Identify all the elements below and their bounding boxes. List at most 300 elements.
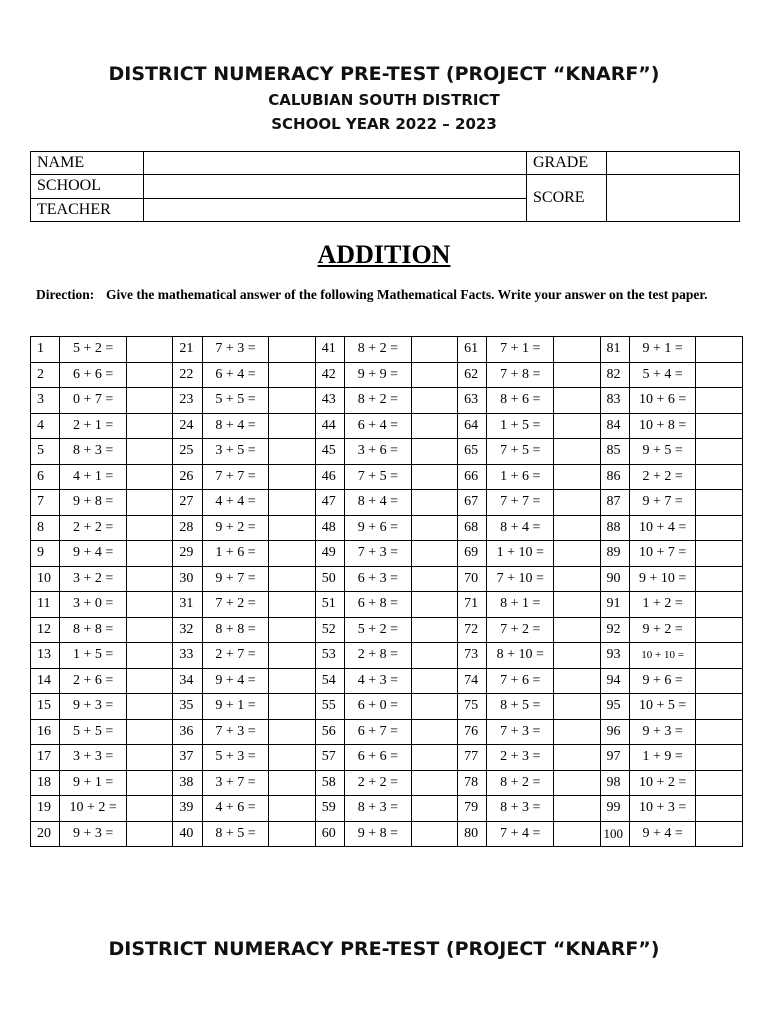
answer-cell[interactable]: [696, 668, 743, 694]
answer-cell[interactable]: [269, 362, 315, 388]
problem-cell: 4 + 4 =: [202, 490, 269, 516]
answer-cell[interactable]: [269, 770, 315, 796]
answer-cell[interactable]: [269, 337, 315, 363]
answer-cell[interactable]: [126, 745, 172, 771]
school-year: SCHOOL YEAR 2022 – 2023: [271, 115, 497, 133]
problem-cell: 10 + 5 =: [629, 694, 696, 720]
answer-cell[interactable]: [411, 541, 457, 567]
answer-cell[interactable]: [696, 541, 743, 567]
item-number: 81: [600, 337, 629, 363]
answer-cell[interactable]: [696, 515, 743, 541]
facts-row: [31, 388, 743, 414]
item-number: 55: [315, 694, 344, 720]
item-number: 47: [315, 490, 344, 516]
answer-cell[interactable]: [554, 490, 600, 516]
answer-cell[interactable]: [126, 643, 172, 669]
problem-cell: 7 + 6 =: [487, 668, 554, 694]
problem-cell: 2 + 3 =: [487, 745, 554, 771]
answer-cell[interactable]: [126, 541, 172, 567]
answer-cell[interactable]: [269, 388, 315, 414]
teacher-field[interactable]: [144, 198, 527, 221]
problem-cell: 3 + 3 =: [60, 745, 127, 771]
item-number: 31: [173, 592, 202, 618]
answer-cell[interactable]: [269, 821, 315, 847]
item-number: 25: [173, 439, 202, 465]
problem-cell: 10 + 4 =: [629, 515, 696, 541]
item-number: 72: [458, 617, 487, 643]
item-number: 40: [173, 821, 202, 847]
answer-cell[interactable]: [126, 490, 172, 516]
item-number: 33: [173, 643, 202, 669]
answer-cell[interactable]: [269, 745, 315, 771]
problem-cell: 6 + 3 =: [345, 566, 412, 592]
problem-cell: 7 + 10 =: [487, 566, 554, 592]
item-number: 88: [600, 515, 629, 541]
item-number: 82: [600, 362, 629, 388]
answer-cell[interactable]: [696, 337, 743, 363]
problem-cell: 7 + 2 =: [202, 592, 269, 618]
answer-cell[interactable]: [126, 515, 172, 541]
answer-cell[interactable]: [554, 439, 600, 465]
answer-cell[interactable]: [126, 770, 172, 796]
answer-cell[interactable]: [269, 413, 315, 439]
item-number: 39: [173, 796, 202, 822]
problem-cell: 10 + 7 =: [629, 541, 696, 567]
item-number: 17: [31, 745, 60, 771]
answer-cell[interactable]: [554, 592, 600, 618]
answer-cell[interactable]: [126, 694, 172, 720]
problem-cell: 8 + 4 =: [202, 413, 269, 439]
problem-cell: 10 + 10 =: [629, 643, 696, 669]
score-field[interactable]: [607, 175, 740, 222]
answer-cell[interactable]: [554, 388, 600, 414]
answer-cell[interactable]: [411, 668, 457, 694]
problem-cell: 2 + 6 =: [60, 668, 127, 694]
problem-cell: 8 + 3 =: [487, 796, 554, 822]
answer-cell[interactable]: [411, 745, 457, 771]
item-number: 37: [173, 745, 202, 771]
problem-cell: 8 + 8 =: [60, 617, 127, 643]
item-number: 50: [315, 566, 344, 592]
item-number: 68: [458, 515, 487, 541]
item-number: 97: [600, 745, 629, 771]
problem-cell: 6 + 6 =: [60, 362, 127, 388]
answer-cell[interactable]: [269, 592, 315, 618]
answer-cell[interactable]: [554, 668, 600, 694]
answer-cell[interactable]: [696, 388, 743, 414]
facts-row: [31, 592, 743, 618]
problem-cell: 2 + 2 =: [629, 464, 696, 490]
answer-cell[interactable]: [269, 617, 315, 643]
answer-cell[interactable]: [126, 566, 172, 592]
item-number: 71: [458, 592, 487, 618]
facts-row: [31, 821, 743, 847]
name-field[interactable]: [144, 152, 527, 175]
item-number: 23: [173, 388, 202, 414]
problem-cell: 7 + 5 =: [487, 439, 554, 465]
problem-cell: 10 + 2 =: [60, 796, 127, 822]
answer-cell[interactable]: [269, 694, 315, 720]
item-number: 56: [315, 719, 344, 745]
problem-cell: 8 + 1 =: [487, 592, 554, 618]
answer-cell[interactable]: [126, 617, 172, 643]
item-number: 41: [315, 337, 344, 363]
problem-cell: 5 + 3 =: [202, 745, 269, 771]
item-number: 29: [173, 541, 202, 567]
answer-cell[interactable]: [554, 796, 600, 822]
problem-cell: 9 + 3 =: [629, 719, 696, 745]
problem-cell: 9 + 4 =: [202, 668, 269, 694]
answer-cell[interactable]: [126, 388, 172, 414]
problem-cell: 8 + 2 =: [345, 388, 412, 414]
item-number: 51: [315, 592, 344, 618]
problem-cell: 2 + 8 =: [345, 643, 412, 669]
item-number: 34: [173, 668, 202, 694]
problem-cell: 2 + 1 =: [60, 413, 127, 439]
problem-cell: 1 + 10 =: [487, 541, 554, 567]
answer-cell[interactable]: [269, 439, 315, 465]
answer-cell[interactable]: [696, 566, 743, 592]
item-number: 74: [458, 668, 487, 694]
item-number: 73: [458, 643, 487, 669]
item-number: 96: [600, 719, 629, 745]
answer-cell[interactable]: [411, 337, 457, 363]
problem-cell: 7 + 3 =: [345, 541, 412, 567]
problem-cell: 8 + 3 =: [345, 796, 412, 822]
item-number: 14: [31, 668, 60, 694]
problem-cell: 7 + 7 =: [487, 490, 554, 516]
problem-cell: 9 + 3 =: [60, 694, 127, 720]
item-number: 99: [600, 796, 629, 822]
item-number: 63: [458, 388, 487, 414]
item-number: 79: [458, 796, 487, 822]
item-number: 5: [31, 439, 60, 465]
answer-cell[interactable]: [554, 694, 600, 720]
problem-cell: 7 + 1 =: [487, 337, 554, 363]
answer-cell[interactable]: [696, 821, 743, 847]
item-number: 26: [173, 464, 202, 490]
problem-cell: 2 + 7 =: [202, 643, 269, 669]
answer-cell[interactable]: [269, 515, 315, 541]
item-number: 15: [31, 694, 60, 720]
item-number: 35: [173, 694, 202, 720]
problem-cell: 8 + 6 =: [487, 388, 554, 414]
answer-cell[interactable]: [696, 362, 743, 388]
item-number: 12: [31, 617, 60, 643]
section-heading: ADDITION: [317, 240, 451, 269]
item-number: 6: [31, 464, 60, 490]
item-number: 43: [315, 388, 344, 414]
answer-cell[interactable]: [411, 566, 457, 592]
item-number: 85: [600, 439, 629, 465]
item-number: 21: [173, 337, 202, 363]
answer-cell[interactable]: [411, 388, 457, 414]
direction-text: Give the mathematical answer of the following Mathematical Facts. Write your answer on the test paper.: [106, 287, 708, 302]
answer-cell[interactable]: [126, 796, 172, 822]
answer-cell[interactable]: [554, 617, 600, 643]
problem-cell: 2 + 2 =: [345, 770, 412, 796]
item-number: 13: [31, 643, 60, 669]
answer-cell[interactable]: [696, 439, 743, 465]
problem-cell: 1 + 5 =: [487, 413, 554, 439]
answer-cell[interactable]: [269, 490, 315, 516]
problem-cell: 0 + 7 =: [60, 388, 127, 414]
grade-field[interactable]: [607, 152, 740, 175]
answer-cell[interactable]: [696, 592, 743, 618]
problem-cell: 1 + 5 =: [60, 643, 127, 669]
direction-label: Direction:: [36, 287, 95, 302]
answer-cell[interactable]: [126, 821, 172, 847]
problem-cell: 10 + 8 =: [629, 413, 696, 439]
facts-row: [31, 541, 743, 567]
problem-cell: 1 + 2 =: [629, 592, 696, 618]
answer-cell[interactable]: [126, 439, 172, 465]
problem-cell: 9 + 1 =: [60, 770, 127, 796]
item-number: 9: [31, 541, 60, 567]
item-number: 91: [600, 592, 629, 618]
item-number: 80: [458, 821, 487, 847]
item-number: 46: [315, 464, 344, 490]
answer-cell[interactable]: [269, 796, 315, 822]
answer-cell[interactable]: [411, 643, 457, 669]
answer-cell[interactable]: [269, 464, 315, 490]
problem-cell: 10 + 6 =: [629, 388, 696, 414]
answer-cell[interactable]: [554, 719, 600, 745]
answer-cell[interactable]: [126, 668, 172, 694]
problem-cell: 9 + 7 =: [629, 490, 696, 516]
problem-cell: 8 + 5 =: [487, 694, 554, 720]
school-field[interactable]: [144, 175, 527, 198]
item-number: 52: [315, 617, 344, 643]
answer-cell[interactable]: [554, 541, 600, 567]
item-number: 57: [315, 745, 344, 771]
answer-cell[interactable]: [126, 413, 172, 439]
problem-cell: 9 + 4 =: [60, 541, 127, 567]
item-number: 16: [31, 719, 60, 745]
answer-cell[interactable]: [269, 668, 315, 694]
facts-row: [31, 566, 743, 592]
item-number: 49: [315, 541, 344, 567]
item-number: 42: [315, 362, 344, 388]
problem-cell: 9 + 1 =: [202, 694, 269, 720]
problem-cell: 7 + 2 =: [487, 617, 554, 643]
item-number: 22: [173, 362, 202, 388]
problem-cell: 8 + 3 =: [60, 439, 127, 465]
item-number: 27: [173, 490, 202, 516]
answer-cell[interactable]: [696, 719, 743, 745]
problem-cell: 9 + 1 =: [629, 337, 696, 363]
problem-cell: 9 + 9 =: [345, 362, 412, 388]
item-number: 7: [31, 490, 60, 516]
problem-cell: 3 + 5 =: [202, 439, 269, 465]
problem-cell: 3 + 0 =: [60, 592, 127, 618]
answer-cell[interactable]: [554, 362, 600, 388]
answer-cell[interactable]: [554, 821, 600, 847]
facts-row: [31, 745, 743, 771]
item-number: 45: [315, 439, 344, 465]
answer-cell[interactable]: [411, 821, 457, 847]
problem-cell: 8 + 4 =: [487, 515, 554, 541]
item-number: 64: [458, 413, 487, 439]
problem-cell: 7 + 5 =: [345, 464, 412, 490]
facts-row: [31, 694, 743, 720]
item-number: 8: [31, 515, 60, 541]
item-number: 98: [600, 770, 629, 796]
problem-cell: 6 + 0 =: [345, 694, 412, 720]
item-number: 19: [31, 796, 60, 822]
answer-cell[interactable]: [411, 770, 457, 796]
item-number: 10: [31, 566, 60, 592]
answer-cell[interactable]: [696, 796, 743, 822]
problem-cell: 10 + 2 =: [629, 770, 696, 796]
item-number: 1: [31, 337, 60, 363]
facts-row: [31, 515, 743, 541]
answer-cell[interactable]: [411, 617, 457, 643]
problem-cell: 9 + 6 =: [345, 515, 412, 541]
problem-cell: 8 + 2 =: [487, 770, 554, 796]
item-number: 61: [458, 337, 487, 363]
item-number: 67: [458, 490, 487, 516]
problem-cell: 7 + 3 =: [202, 719, 269, 745]
answer-cell[interactable]: [696, 745, 743, 771]
answer-cell[interactable]: [126, 337, 172, 363]
answer-cell[interactable]: [554, 566, 600, 592]
problem-cell: 8 + 5 =: [202, 821, 269, 847]
answer-cell[interactable]: [696, 770, 743, 796]
problem-cell: 8 + 2 =: [345, 337, 412, 363]
problem-cell: 6 + 8 =: [345, 592, 412, 618]
answer-cell[interactable]: [411, 694, 457, 720]
item-number: 54: [315, 668, 344, 694]
footer-title: DISTRICT NUMERACY PRE-TEST (PROJECT “KNARF”): [108, 938, 660, 960]
item-number: 83: [600, 388, 629, 414]
problem-cell: 9 + 7 =: [202, 566, 269, 592]
answer-cell[interactable]: [696, 464, 743, 490]
item-number: 44: [315, 413, 344, 439]
answer-cell[interactable]: [696, 643, 743, 669]
problem-cell: 9 + 4 =: [629, 821, 696, 847]
answer-cell[interactable]: [554, 745, 600, 771]
facts-row: [31, 413, 743, 439]
answer-cell[interactable]: [411, 592, 457, 618]
problem-cell: 9 + 6 =: [629, 668, 696, 694]
answer-cell[interactable]: [696, 617, 743, 643]
answer-cell[interactable]: [126, 464, 172, 490]
facts-row: [31, 337, 743, 363]
problem-cell: 3 + 2 =: [60, 566, 127, 592]
item-number: 62: [458, 362, 487, 388]
item-number: 32: [173, 617, 202, 643]
answer-cell[interactable]: [411, 362, 457, 388]
problem-cell: 5 + 5 =: [60, 719, 127, 745]
item-number: 69: [458, 541, 487, 567]
problem-cell: 1 + 6 =: [202, 541, 269, 567]
answer-cell[interactable]: [696, 490, 743, 516]
item-number: 38: [173, 770, 202, 796]
problem-cell: 1 + 9 =: [629, 745, 696, 771]
item-number: 76: [458, 719, 487, 745]
item-number: 48: [315, 515, 344, 541]
answer-cell[interactable]: [696, 694, 743, 720]
item-number: 60: [315, 821, 344, 847]
answer-cell[interactable]: [269, 643, 315, 669]
item-number: 30: [173, 566, 202, 592]
answer-cell[interactable]: [554, 464, 600, 490]
problem-cell: 6 + 7 =: [345, 719, 412, 745]
problem-cell: 6 + 4 =: [202, 362, 269, 388]
item-number: 59: [315, 796, 344, 822]
problem-cell: 4 + 6 =: [202, 796, 269, 822]
problem-cell: 10 + 3 =: [629, 796, 696, 822]
item-number: 2: [31, 362, 60, 388]
answer-cell[interactable]: [411, 719, 457, 745]
problem-cell: 5 + 4 =: [629, 362, 696, 388]
item-number: 53: [315, 643, 344, 669]
answer-cell[interactable]: [269, 566, 315, 592]
answer-cell[interactable]: [411, 490, 457, 516]
item-number: 36: [173, 719, 202, 745]
facts-row: [31, 362, 743, 388]
problem-cell: 6 + 6 =: [345, 745, 412, 771]
facts-row: [31, 490, 743, 516]
test-title: DISTRICT NUMERACY PRE-TEST (PROJECT “KNARF”): [108, 63, 660, 85]
answer-cell[interactable]: [411, 464, 457, 490]
item-number: 58: [315, 770, 344, 796]
answer-cell[interactable]: [126, 362, 172, 388]
item-number: 95: [600, 694, 629, 720]
item-number: 70: [458, 566, 487, 592]
answer-cell[interactable]: [269, 719, 315, 745]
answer-cell[interactable]: [126, 719, 172, 745]
answer-cell[interactable]: [411, 515, 457, 541]
problem-cell: 9 + 3 =: [60, 821, 127, 847]
answer-cell[interactable]: [554, 337, 600, 363]
item-number: 92: [600, 617, 629, 643]
item-number: 24: [173, 413, 202, 439]
problem-cell: 7 + 7 =: [202, 464, 269, 490]
problem-cell: 9 + 2 =: [629, 617, 696, 643]
problem-cell: 7 + 3 =: [487, 719, 554, 745]
answer-cell[interactable]: [554, 770, 600, 796]
answer-cell[interactable]: [126, 592, 172, 618]
answer-cell[interactable]: [554, 515, 600, 541]
problem-cell: 9 + 5 =: [629, 439, 696, 465]
answer-cell[interactable]: [269, 541, 315, 567]
item-number: 78: [458, 770, 487, 796]
answer-cell[interactable]: [411, 413, 457, 439]
facts-row: [31, 796, 743, 822]
student-info-table: [30, 151, 740, 222]
problem-cell: 6 + 4 =: [345, 413, 412, 439]
school-label: SCHOOL: [31, 175, 144, 198]
teacher-label: TEACHER: [31, 198, 144, 221]
answer-cell[interactable]: [411, 796, 457, 822]
item-number: 66: [458, 464, 487, 490]
answer-cell[interactable]: [554, 643, 600, 669]
problem-cell: 3 + 6 =: [345, 439, 412, 465]
item-number: 11: [31, 592, 60, 618]
item-number: 18: [31, 770, 60, 796]
item-number: 75: [458, 694, 487, 720]
item-number: 94: [600, 668, 629, 694]
facts-row: [31, 464, 743, 490]
facts-row: [31, 668, 743, 694]
item-number: 100: [600, 821, 629, 847]
answer-cell[interactable]: [411, 439, 457, 465]
name-label: NAME: [31, 152, 144, 175]
answer-cell[interactable]: [696, 413, 743, 439]
answer-cell[interactable]: [554, 413, 600, 439]
